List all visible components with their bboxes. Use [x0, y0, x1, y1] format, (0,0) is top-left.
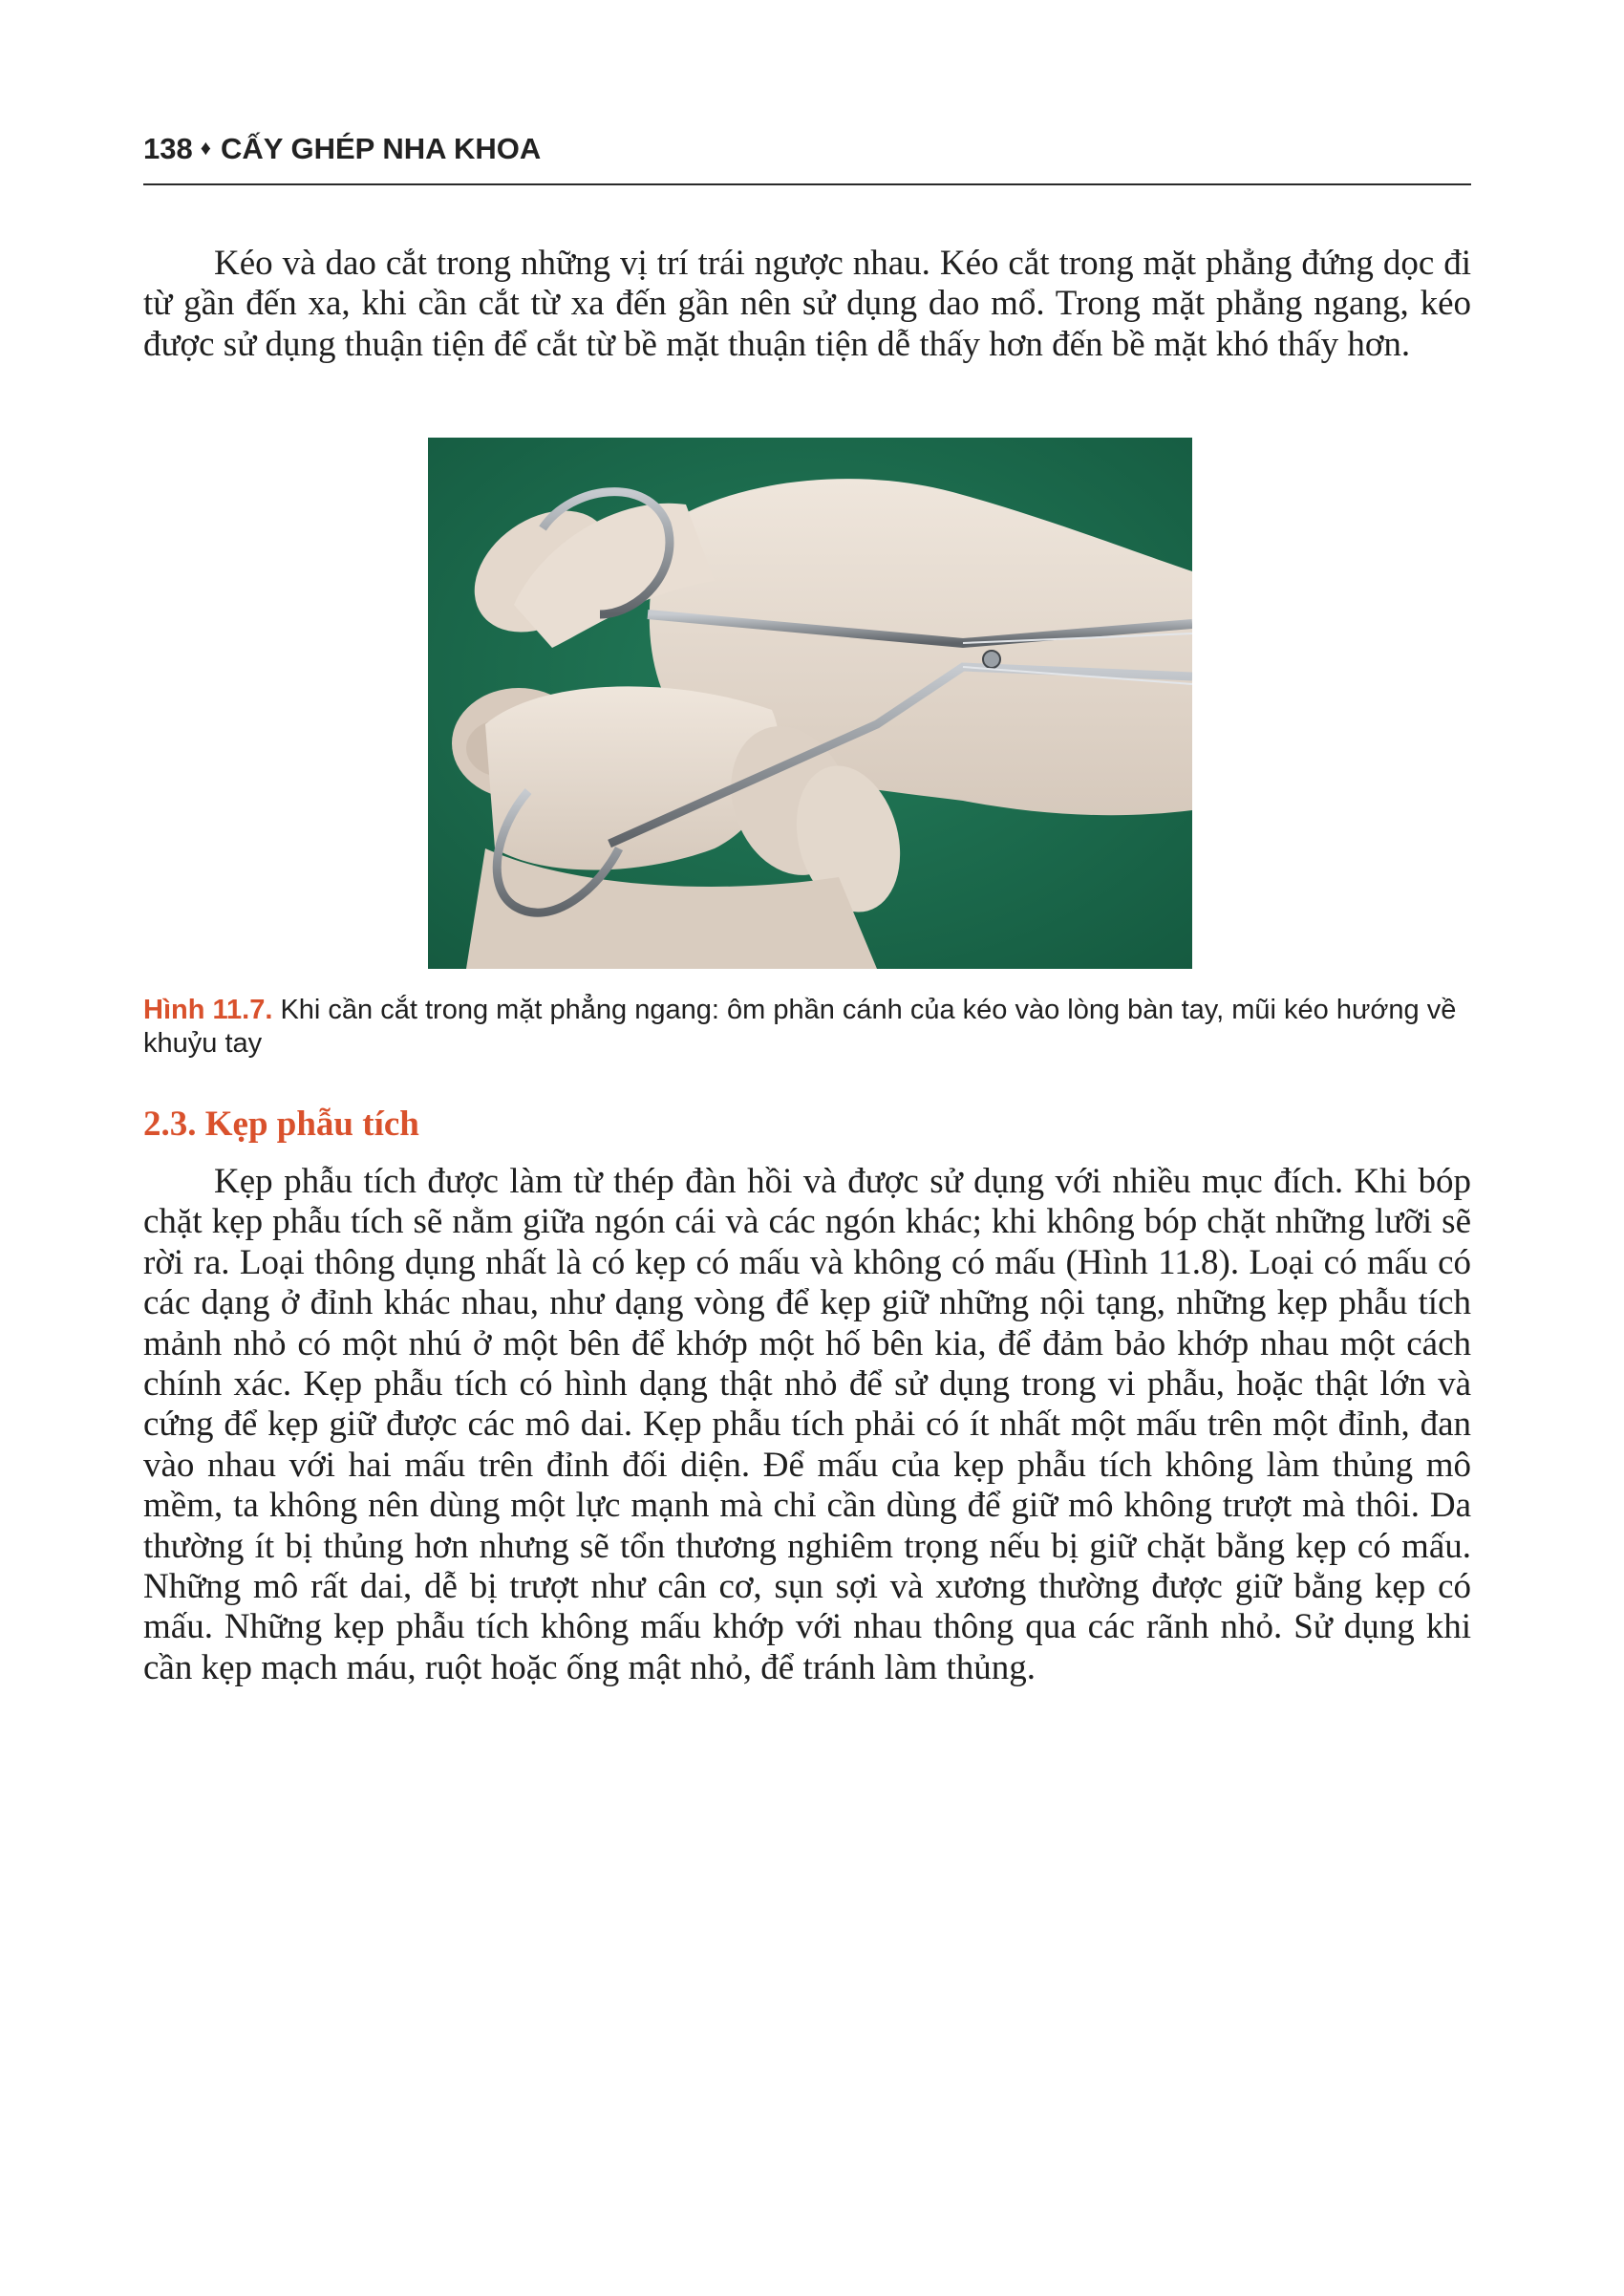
paragraph-forceps: Kẹp phẫu tích được làm từ thép đàn hồi và được sử dụng với nhiều mục đích. Khi bóp chặt kẹp phẫu tích sẽ nằm giữa ngón cái và các ngón khác; khi không bóp chặt những lưỡi sẽ rời ra. Loại thông dụng nhất là có kẹp có mấu và không có mấu (Hình 11.8). Loại có mấu có các dạng ở đỉnh khác nhau, như dạng vòng để kẹp giữ những nội tạng, những kẹp phẫu tích mảnh nhỏ có một nhú ở một bên để khớp một hố bên kia, để đảm bảo khớp nhau một cách chính xác. Kẹp phẫu tích có hình dạng thật nhỏ để sử dụng trong vi phẫu, hoặc thật lớn và cứng để kẹp giữ được các mô dai. Kẹp phẫu tích phải có ít nhất một mấu trên một đỉnh, đan vào nhau với hai mấu trên đỉnh đối diện. Để mấu của kẹp phẫu tích không làm thủng mô mềm, ta không nên dùng một lực mạnh mà chỉ cần dùng để giữ mô không trượt mà thôi. Da thường ít bị thủng hơn nhưng sẽ tổn thương nghiêm trọng nếu bị giữ chặt bằng kẹp có mấu. Những mô rất dai, dễ bị trượt như cân cơ, sụn sợi và xương thường được giữ bằng kẹp có mấu. Những kẹp phẫu tích không mấu khớp với nhau thông qua các rãnh nhỏ. Sử dụng khi cần kẹp mạch máu, ruột hoặc ống mật nhỏ, để tránh làm thủng. — [143, 1162, 1471, 1687]
figure-caption-text: Khi cần cắt trong mặt phẳng ngang: ôm phần cánh của kéo vào lòng bàn tay, mũi kéo hướng về khuỷu tay — [143, 995, 1457, 1059]
page-number: 138 — [143, 132, 193, 165]
figure-caption — [143, 994, 1471, 1061]
scissors-in-gloved-hand-illustration — [428, 438, 1192, 969]
paragraph-scissors: Kéo và dao cắt trong những vị trí trái ngược nhau. Kéo cắt trong mặt phẳng đứng dọc đi từ gần đến xa, khi cần cắt từ xa đến gần nên sử dụng dao mổ. Trong mặt phẳng ngang, kéo được sử dụng thuận tiện để cắt từ bề mặt thuận tiện dễ thấy hơn đến bề mặt khó thấy hơn. — [143, 244, 1471, 364]
book-title: CẤY GHÉP NHA KHOA — [220, 132, 542, 165]
running-header — [143, 132, 1471, 166]
figure-scissors-photo — [428, 438, 1192, 969]
section-heading: 2.3. Kẹp phẫu tích — [143, 1105, 419, 1144]
figure-caption-label: Hình 11.7. — [143, 995, 273, 1025]
diamond-separator-icon: ♦ — [200, 136, 211, 160]
header-rule — [143, 183, 1471, 185]
